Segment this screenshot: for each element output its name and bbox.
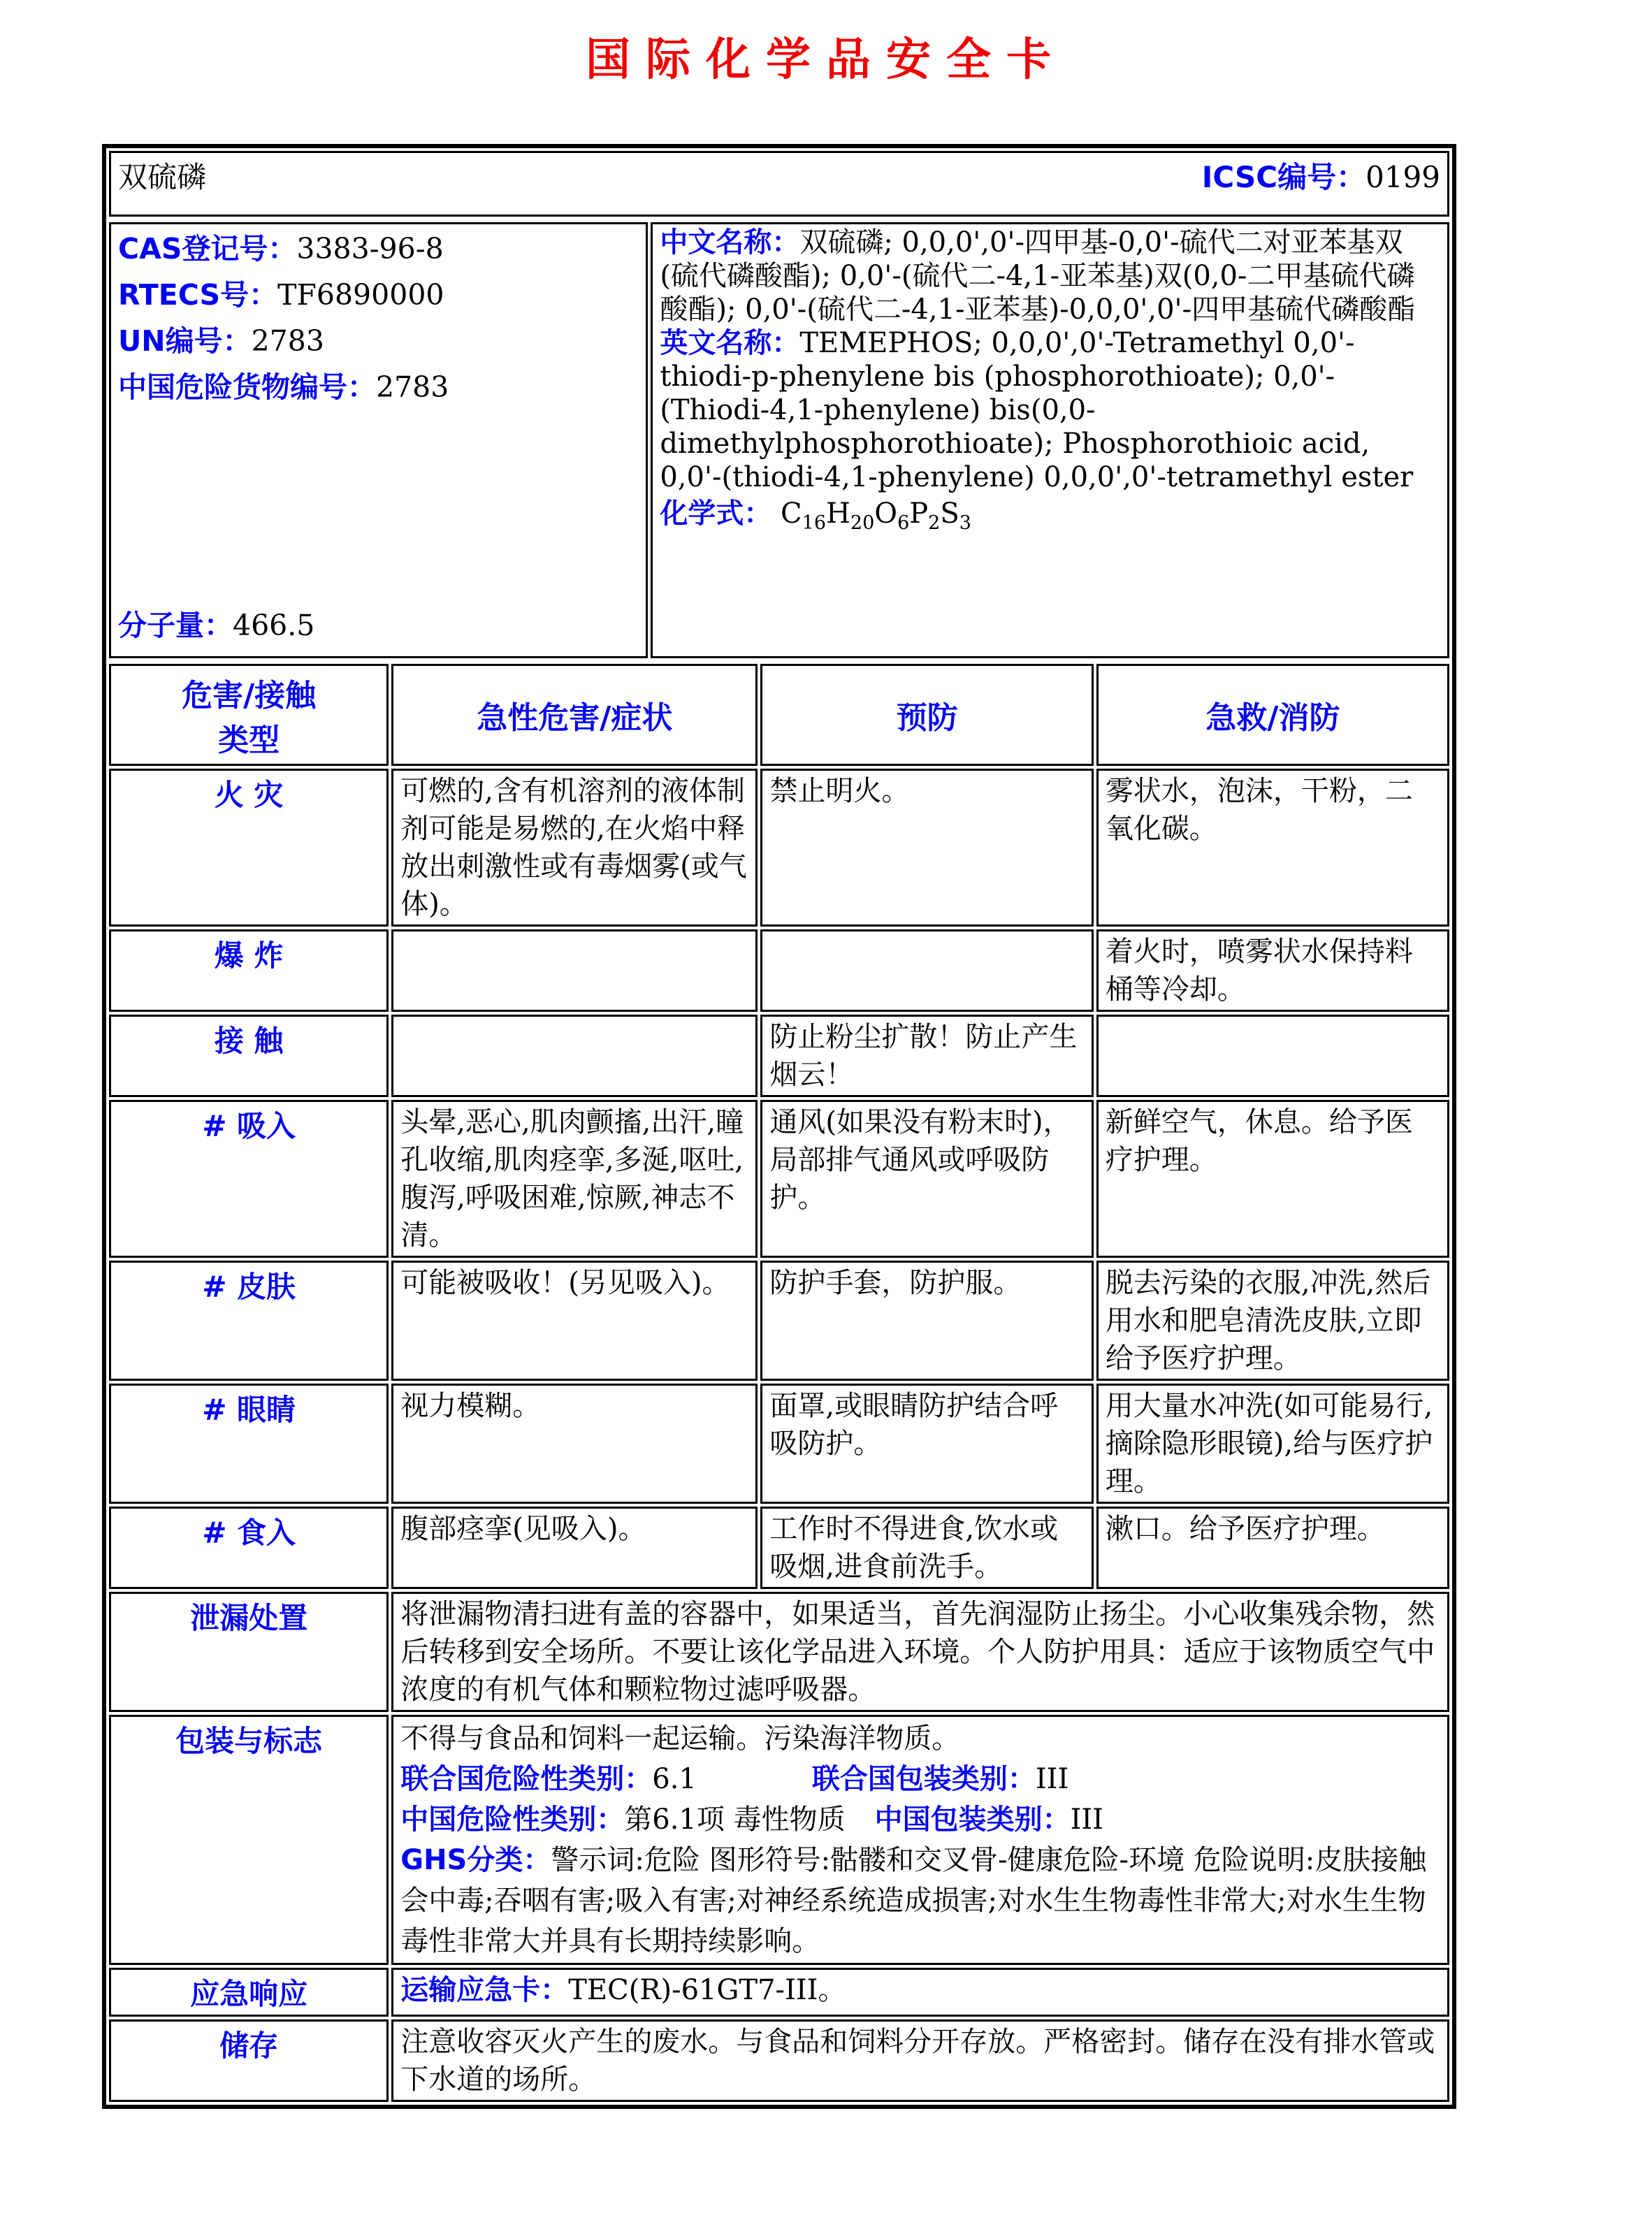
eyes-firstaid: 用大量水冲洗(如可能易行,摘除隐形眼镜),给与医疗护理。 (1096, 1384, 1449, 1504)
fire-row (109, 769, 1449, 927)
header-prevention: 预防 (760, 664, 1094, 766)
explosion-row (109, 929, 1449, 1012)
chemical-formula-label: 化学式： (660, 498, 772, 530)
transport-emergency-card-label: 运输应急卡： (400, 1974, 569, 2006)
cn-hazard-class-value: 第6.1项 毒性物质 (624, 1804, 846, 1836)
china-dg-value: 2783 (376, 370, 449, 404)
rtecs-value: TF6890000 (277, 278, 444, 312)
english-name-label: 英文名称： (660, 327, 800, 359)
ingestion-row (109, 1507, 1449, 1589)
row-label-storage: 储存 (109, 2019, 389, 2102)
explosion-firstaid: 着火时，喷雾状水保持料桶等冷却。 (1096, 929, 1449, 1012)
packaging-cell (391, 1715, 1449, 1965)
china-dg-label: 中国危险货物编号： (118, 370, 376, 404)
exposure-symptoms-text (400, 1018, 748, 1094)
title-band-section (106, 148, 1452, 219)
registry-numbers (118, 226, 639, 410)
icsc-number-value: 0199 (1365, 160, 1440, 194)
cn-packing-group-label: 中国包装类别： (874, 1804, 1071, 1836)
header-acute-hazards: 急性危害/症状 (391, 664, 758, 766)
header-firstaid-firefighting: 急救/消防 (1096, 664, 1449, 766)
ghs-classification-value: 警示词:危险 图形符号:骷髅和交叉骨-健康危险-环境 危险说明:皮肤接触会中毒;吞咽有害;吸入有害;对神经系统造成损害;对水生生物毒性非常大;对水生生物毒性非常大并具有长期持续影响。 (400, 1844, 1427, 1957)
inhalation-row (109, 1100, 1449, 1258)
icsc-number-label: ICSC编号： (1201, 160, 1366, 194)
cn-hazard-class-label: 中国危险性类别： (400, 1804, 625, 1836)
ghs-classification-label: GHS分类： (400, 1844, 551, 1876)
explosion-prevention (760, 929, 1094, 1012)
explosion-symptoms (391, 929, 758, 1012)
row-label-exposure: 接 触 (109, 1015, 389, 1097)
formula-element: H (826, 498, 850, 530)
row-label-packaging: 包装与标志 (109, 1715, 389, 1965)
inhalation-prevention: 通风(如果没有粉末时)，局部排气通风或呼吸防护。 (760, 1100, 1094, 1258)
header-hazard-type-line2: 类型 (218, 723, 280, 758)
molecular-weight-label: 分子量： (118, 609, 233, 642)
row-label-explosion: 爆 炸 (109, 929, 389, 1012)
exposure-symptoms (391, 1015, 758, 1097)
row-label-emergency-response: 应急响应 (109, 1968, 389, 2017)
names-cell (651, 222, 1449, 658)
un-packing-group-value: III (1035, 1763, 1069, 1795)
ingestion-firstaid: 漱口。给予医疗护理。 (1096, 1507, 1449, 1589)
header-hazard-type-line1: 危害/接触 (182, 678, 317, 713)
identification-section (106, 219, 1452, 661)
skin-symptoms: 可能被吸收！(另见吸入)。 (391, 1261, 758, 1381)
un-packing-group-label: 联合国包装类别： (811, 1763, 1036, 1795)
skin-firstaid: 脱去污染的衣服,冲洗,然后用水和肥皂清洗皮肤,立即给予医疗护理。 (1096, 1261, 1449, 1381)
icsc-card (102, 144, 1456, 2109)
fire-firstaid: 雾状水，泡沫，干粉，二氧化碳。 (1096, 769, 1449, 927)
row-label-spill: 泄漏处置 (109, 1592, 389, 1712)
storage-text: 注意收容灭火产生的废水。与食品和饲料分开存放。严格密封。储存在没有排水管或下水道的场所。 (391, 2019, 1449, 2102)
row-label-ingestion: # 食入 (109, 1507, 389, 1589)
inhalation-firstaid: 新鲜空气，休息。给予医疗护理。 (1096, 1100, 1449, 1258)
formula-element: C (781, 498, 802, 530)
rtecs-number-line (118, 272, 639, 318)
emergency-response-cell (391, 1968, 1449, 2017)
formula-subscript: 16 (802, 512, 827, 534)
packaging-row (109, 1715, 1449, 1965)
cas-label: CAS登记号： (118, 232, 297, 266)
header-hazard-type (109, 664, 389, 766)
emergency-response-row (109, 1968, 1449, 2017)
hazard-header-row (109, 664, 1449, 766)
page-title: 国际化学品安全卡 (586, 34, 1066, 86)
chemical-formula-value (781, 498, 971, 534)
spill-text: 将泄漏物清扫进有盖的容器中，如果适当，首先润湿防止扬尘。小心收集残余物，然后转移到安全场所。不要让该化学品进入环境。个人防护用具：适应于该物质空气中浓度的有机气体和颗粒物过滤呼吸器。 (391, 1592, 1449, 1712)
row-label-skin: # 皮肤 (109, 1261, 389, 1381)
row-label-inhalation: # 吸入 (109, 1100, 389, 1258)
eyes-row (109, 1384, 1449, 1504)
cas-value: 3383-96-8 (296, 232, 444, 266)
transport-emergency-card-value: TEC(R)-61GT7-III。 (568, 1974, 846, 2006)
row-label-eyes: # 眼睛 (109, 1384, 389, 1504)
formula-subscript: 2 (928, 512, 941, 534)
cas-number-line (118, 226, 639, 272)
skin-row (109, 1261, 1449, 1381)
storage-row (109, 2019, 1449, 2102)
un-label: UN编号： (118, 324, 252, 358)
eyes-prevention: 面罩,或眼睛防护结合呼吸防护。 (760, 1384, 1094, 1504)
un-hazard-class-value: 6.1 (652, 1763, 697, 1795)
eyes-symptoms: 视力模糊。 (391, 1384, 758, 1504)
cn-packing-group-value: III (1070, 1804, 1103, 1836)
packaging-un-line (400, 1759, 1440, 1799)
title-band-cell (109, 151, 1449, 217)
english-name-value: TEMEPHOS; 0,0,0',0'-Tetramethyl 0,0'-thiodi-p-phenylene bis (phosphorothioate); 0,0'-(Thiodi-4,1-phenylene) bis(0,0-dimethylphosphorothioate); Phosphorothioic acid, 0,0'-(thiodi-4,1-phenylene) 0,0,0',0'-tetramethyl ester (660, 327, 1414, 493)
formula-subscript: 6 (897, 512, 910, 534)
hazard-table (106, 661, 1452, 2105)
un-hazard-class-label: 联合国危险性类别： (400, 1763, 653, 1795)
china-dg-number-line (118, 364, 639, 410)
skin-prevention: 防护手套，防护服。 (760, 1261, 1094, 1381)
packaging-transport-note: 不得与食品和饲料一起运输。污染海洋物质。 (400, 1722, 960, 1755)
formula-element: S (940, 498, 959, 530)
formula-element: P (909, 498, 929, 530)
chinese-name-value: 双硫磷; 0,0,0',0'-四甲基-0,0'-硫代二对亚苯基双(硫代磷酸酯); 0,0'-(硫代二-4,1-亚苯基)双(0,0-二甲基硫代磷酸酯); 0,0'-(硫代二-4,1-亚苯基)-0,0,0',0'-四甲基硫代磷酸酯 (660, 226, 1416, 326)
ingestion-symptoms: 腹部痉挛(见吸入)。 (391, 1507, 758, 1589)
chemical-formula-line (660, 495, 1440, 542)
chinese-name-label: 中文名称： (660, 226, 800, 259)
exposure-prevention: 防止粉尘扩散！防止产生烟云！ (760, 1015, 1094, 1097)
substance-name: 双硫磷 (118, 160, 207, 194)
formula-element: O (874, 498, 898, 530)
fire-prevention: 禁止明火。 (760, 769, 1094, 927)
english-name-paragraph (660, 326, 1440, 494)
chinese-name-paragraph (660, 226, 1440, 326)
inhalation-symptoms: 头晕,恶心,肌肉颤搐,出汗,瞳孔收缩,肌肉痉挛,多涎,呕吐,腹泻,呼吸困难,惊厥,神志不清。 (391, 1100, 758, 1258)
registry-numbers-cell (109, 222, 648, 658)
row-label-fire: 火 灾 (109, 769, 389, 927)
exposure-firstaid (1096, 1015, 1449, 1097)
exposure-row (109, 1015, 1449, 1097)
formula-subscript: 20 (850, 512, 875, 534)
spill-row (109, 1592, 1449, 1712)
icsc-number (1202, 154, 1440, 196)
packaging-ghs-line (400, 1840, 1440, 1961)
packaging-cn-line (400, 1799, 1440, 1840)
un-number-line (118, 318, 639, 364)
fire-symptoms: 可燃的,含有机溶剂的液体制剂可能是易燃的,在火焰中释放出刺激性或有毒烟雾(或气体)。 (391, 769, 758, 927)
explosion-symptoms-text (400, 933, 748, 1008)
molecular-weight-line (118, 606, 639, 645)
formula-subscript: 3 (959, 512, 971, 534)
ingestion-prevention: 工作时不得进食,饮水或吸烟,进食前洗手。 (760, 1507, 1094, 1589)
un-value: 2783 (251, 324, 324, 358)
rtecs-label: RTECS号： (118, 278, 278, 312)
molecular-weight-value: 466.5 (233, 609, 315, 642)
